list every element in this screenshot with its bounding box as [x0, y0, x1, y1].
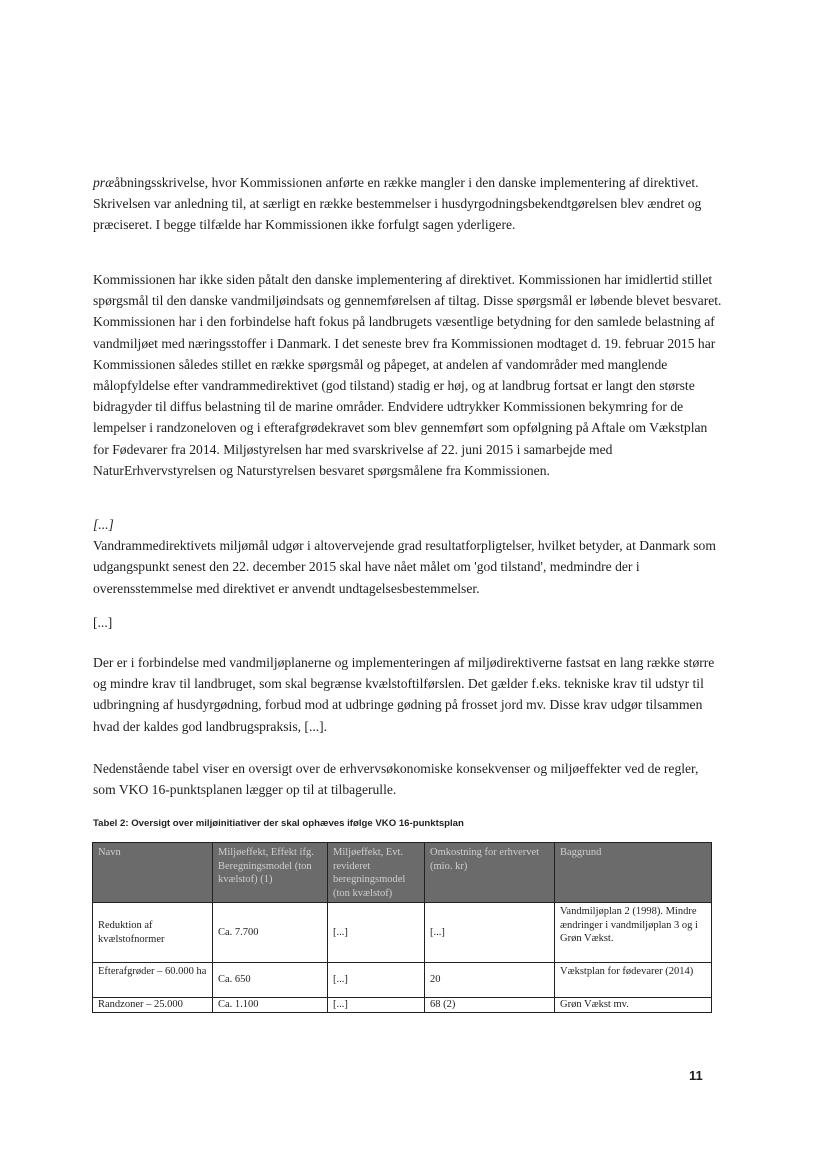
- page-number: 11: [689, 1068, 703, 1083]
- paragraph-3-ellipsis: [...]: [93, 517, 114, 532]
- header-effect-revised: Miljøeffekt, Evt. revideret beregningsmodel (ton kvælstof): [328, 843, 425, 903]
- paragraph-1: [93, 172, 723, 236]
- paragraph-6: Nedenstående tabel viser en oversigt over de erhvervsøkonomiske konsekvenser og miljøeffekter ved de regler, som VKO 16-punktsplanen lægger op til at tilbagerulle.: [93, 761, 699, 798]
- cell-background: Vandmiljøplan 2 (1998). Mindre ændringer i vandmiljøplan 3 og i Grøn Vækst.: [555, 903, 712, 963]
- cell-effect-revised: [...]: [328, 998, 425, 1013]
- paragraph-4-ellipsis: [...]: [93, 615, 113, 630]
- paragraph-3-text: Vandrammedirektivets miljømål udgør i altovervejende grad resultatforpligtelser, hvilket betyder, at Danmark som udgangspunkt senest den 22. december 2015 skal have nået målet om 'god tilstand', medmindre der i overensstemmelse med direktivet er anvendt undtagelsesbestemmelser.: [93, 538, 716, 596]
- paragraph-2: Kommissionen har ikke siden påtalt den danske implementering af direktivet. Kommissionen har imidlertid stillet spørgsmål til den danske vandmiljøindsats og gennemførelsen af tiltag. Disse spørgsmål er løbende blevet besvaret. Kommissionen har i den forbindelse haft fokus på landbrugets væsentlige betydning for den samlede belastning af vandmiljøet med næringsstoffer i Danmark. I det seneste brev fra Kommissionen modtaget d. 19. februar 2015 har Kommissionen således stillet en række spørgsmål og påpeget, at andelen af vandområder med manglende målopfyldelse efter vandrammedirektivet (god tilstand) stadig er høj, og at landbrug fortsat er langt den største bidragyder til diffus belastning til de marine områder. Endvidere udtrykker Kommissionen bekymring for de lempelser i randzoneloven og i efterafgrødekravet som blev gennemført som opfølgning på Aftale om Vækstplan for Fødevarer fra 2014. Miljøstyrelsen har med svarskrivelse af 22. juni 2015 i samarbejde med NaturErhvervstyrelsen og Naturstyrelsen besvaret spørgsmålene fra Kommissionen.: [93, 272, 722, 478]
- cell-cost: [...]: [425, 903, 555, 963]
- table-row: [93, 963, 712, 998]
- cell-cost: 68 (2): [425, 998, 555, 1013]
- cell-effect-revised: [...]: [328, 963, 425, 998]
- table-row: [93, 998, 712, 1013]
- header-name: Navn: [93, 843, 213, 903]
- cell-cost: 20: [425, 963, 555, 998]
- header-cost: Omkostning for erhvervet (mio. kr): [425, 843, 555, 903]
- header-background: Baggrund: [555, 843, 712, 903]
- paragraph-1-text: åbningsskrivelse, hvor Kommissionen anførte en række mangler i den danske implementering af direktivet. Skrivelsen var anledning til, at særligt en række bestemmelser i husdyrgodningsbekendtgørelsen blev ændret og præciseret. I begge tilfælde har Kommissionen ikke forfulgt sagen yderligere.: [93, 175, 702, 233]
- paragraph-3: [93, 514, 723, 599]
- header-effect-model: Miljøeffekt, Effekt ifg. Beregningsmodel (ton kvælstof) (1): [213, 843, 328, 903]
- table-row: [93, 903, 712, 963]
- cell-background: Vækstplan for fødevarer (2014): [555, 963, 712, 998]
- cell-effect-model: Ca. 7.700: [213, 903, 328, 963]
- cell-name: Efterafgrøder – 60.000 ha: [93, 963, 213, 998]
- cell-name: Randzoner – 25.000: [93, 998, 213, 1013]
- cell-effect-model: Ca. 650: [213, 963, 328, 998]
- cell-effect-revised: [...]: [328, 903, 425, 963]
- paragraph-5: Der er i forbindelse med vandmiljøplanerne og implementeringen af miljødirektiverne fastsat en lang række større og mindre krav til landbruget, som skal begrænse kvælstoftilførslen. Det gælder f.eks. tekniske krav til udstyr til udbringning af husdyrgødning, forbud mod at udbringe gødning på frosset jord mv. Disse krav udgør tilsammen hvad der kaldes god landbrugspraksis, [...].: [93, 655, 715, 734]
- cell-name: Reduktion af kvælstofnormer: [93, 903, 213, 963]
- cell-background: Grøn Vækst mv.: [555, 998, 712, 1013]
- cell-effect-model: Ca. 1.100: [213, 998, 328, 1013]
- environment-initiatives-table: [92, 842, 712, 1013]
- table-header-row: [93, 843, 712, 903]
- table-caption: Tabel 2: Oversigt over miljøinitiativer der skal ophæves ifølge VKO 16-punktsplan: [93, 818, 464, 829]
- paragraph-1-italic-lead: præ: [93, 175, 115, 190]
